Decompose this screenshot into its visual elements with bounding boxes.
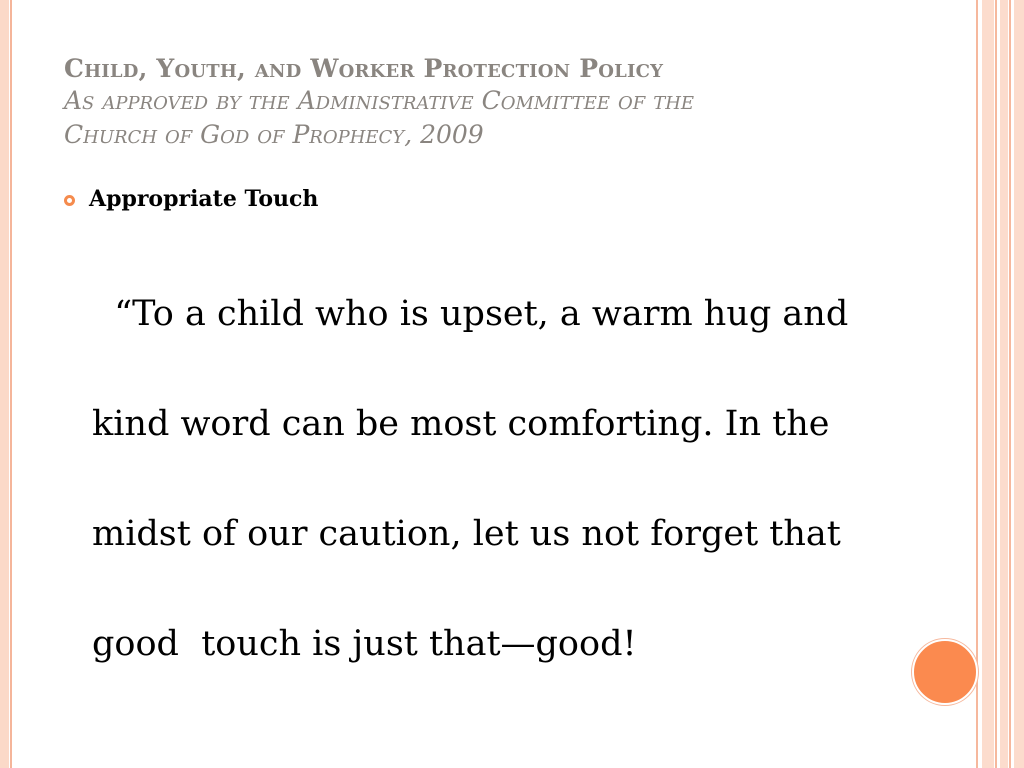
quote-line: “To a child who is upset, a warm hug and [92, 294, 849, 334]
quote-text [92, 232, 992, 727]
right-stripe [1014, 0, 1024, 768]
bullet-item [64, 186, 318, 212]
orange-circle-icon [912, 639, 978, 705]
quote-line: good touch is just that—good! [92, 624, 637, 664]
slide-title: Child, Youth, and Worker Protection Policy [64, 54, 664, 83]
left-border-line [10, 0, 12, 768]
right-stripe [995, 0, 997, 768]
slide-subtitle-line-1: As approved by the Administrative Committee of the [64, 86, 695, 115]
hollow-circle-bullet-icon [64, 195, 75, 206]
slide-title-block [64, 54, 924, 152]
right-stripe [1000, 0, 1008, 768]
slide-subtitle-line-2: Church of God of Prophecy, 2009 [64, 120, 484, 149]
quote-line: kind word can be most comforting. In the [92, 404, 830, 444]
left-border-band [0, 0, 9, 768]
right-stripe [1009, 0, 1011, 768]
bullet-heading: Appropriate Touch [89, 186, 319, 212]
quote-line: midst of our caution, let us not forget that [92, 514, 841, 554]
